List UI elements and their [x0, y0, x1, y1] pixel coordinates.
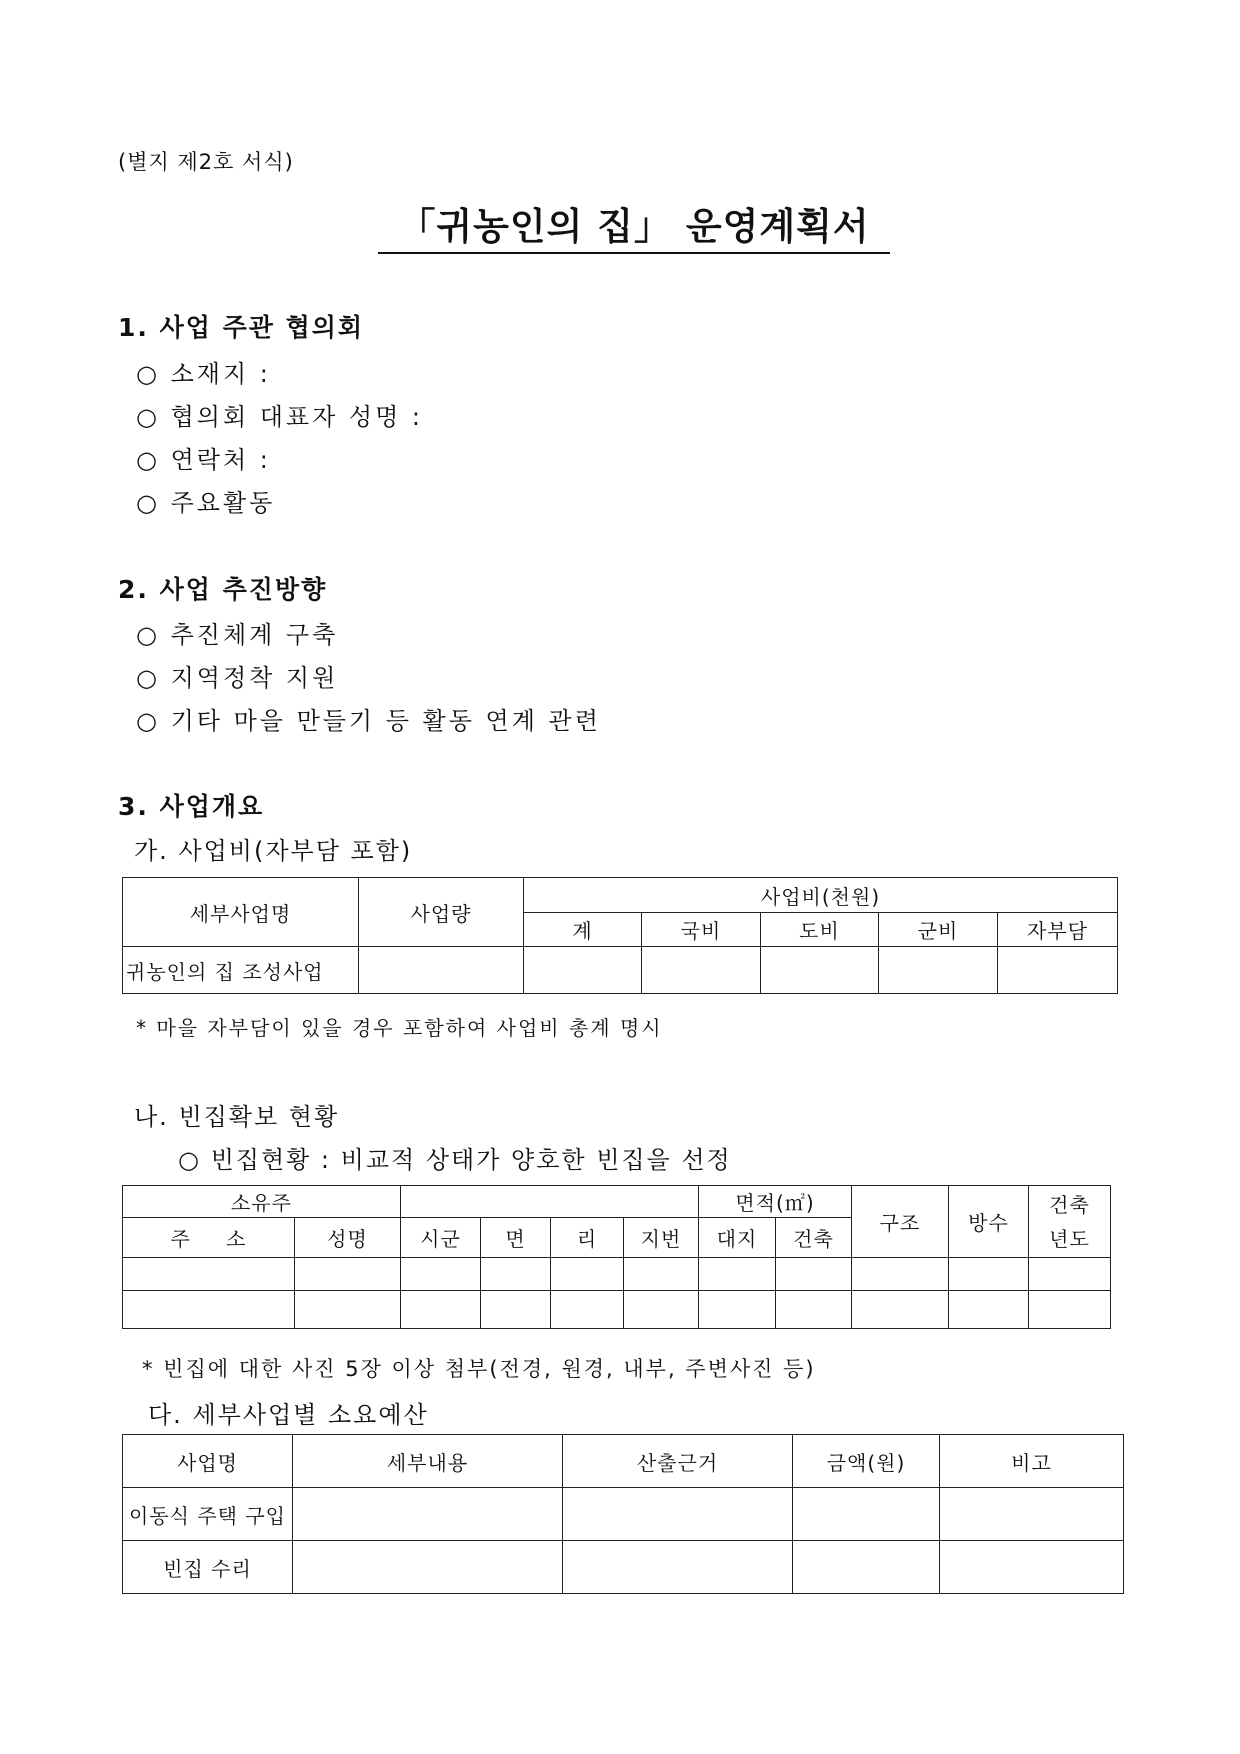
budget-cell-self[interactable]	[998, 947, 1118, 994]
db-cell[interactable]	[940, 1488, 1124, 1541]
detailed-budget-table	[122, 1434, 1124, 1594]
vh-header-build-year	[1029, 1186, 1111, 1258]
section3-ga-heading: 가. 사업비(자부담 포함)	[134, 837, 413, 865]
vh-header-location-group	[401, 1186, 699, 1218]
vh-header-building: 건축	[776, 1218, 852, 1258]
section3-ga-note: * 마을 자부담이 있을 경우 포함하여 사업비 총계 명시	[136, 1016, 663, 1040]
db-cell[interactable]	[563, 1541, 793, 1594]
budget-cell-county[interactable]	[879, 947, 998, 994]
vh-header-rooms: 방수	[949, 1186, 1029, 1258]
vh-header-land: 대지	[699, 1218, 776, 1258]
vh-cell[interactable]	[699, 1258, 776, 1291]
budget-cell-total[interactable]	[524, 947, 642, 994]
vh-cell[interactable]	[295, 1291, 401, 1329]
section3-na-heading: 나. 빈집확보 현황	[134, 1103, 340, 1131]
table-row	[123, 1291, 1111, 1329]
db-cell[interactable]	[563, 1488, 793, 1541]
vh-cell[interactable]	[551, 1291, 624, 1329]
vh-cell[interactable]	[481, 1258, 551, 1291]
db-row-label: 이동식 주택 구입	[123, 1488, 293, 1541]
db-cell[interactable]	[293, 1488, 563, 1541]
budget-table	[122, 877, 1118, 994]
budget-header-national: 국비	[642, 913, 761, 947]
section1-item-activities: ○ 주요활동	[136, 489, 276, 517]
db-cell[interactable]	[793, 1488, 940, 1541]
section1-item-representative: ○ 협의회 대표자 성명 :	[136, 403, 424, 431]
db-cell[interactable]	[940, 1541, 1124, 1594]
vh-cell[interactable]	[1029, 1258, 1111, 1291]
budget-header-budget-group: 사업비(천원)	[524, 878, 1118, 913]
section2-heading: 2. 사업 추진방향	[118, 575, 328, 604]
vh-header-area: 면적(㎡)	[699, 1186, 852, 1218]
section3-na-note: * 빈집에 대한 사진 5장 이상 첨부(전경, 원경, 내부, 주변사진 등)	[142, 1357, 816, 1381]
section1-heading: 1. 사업 주관 협의회	[118, 313, 365, 342]
vh-cell[interactable]	[624, 1291, 699, 1329]
vh-cell[interactable]	[1029, 1291, 1111, 1329]
vh-cell[interactable]	[949, 1258, 1029, 1291]
vh-header-build-year-line1: 건축	[1049, 1192, 1090, 1217]
section3-da-heading: 다. 세부사업별 소요예산	[148, 1401, 429, 1429]
vh-cell[interactable]	[481, 1291, 551, 1329]
section3-heading: 3. 사업개요	[118, 792, 265, 821]
section3-na-item: ○ 빈집현황 : 비교적 상태가 양호한 빈집을 선정	[178, 1146, 732, 1174]
vh-cell[interactable]	[949, 1291, 1029, 1329]
db-header-remarks: 비고	[940, 1435, 1124, 1488]
budget-cell-provincial[interactable]	[761, 947, 879, 994]
vh-header-jibeon: 지번	[624, 1218, 699, 1258]
vh-cell[interactable]	[295, 1258, 401, 1291]
db-cell[interactable]	[293, 1541, 563, 1594]
db-header-project: 사업명	[123, 1435, 293, 1488]
section2-item-system: ○ 추진체계 구축	[136, 621, 339, 649]
vh-header-build-year-line2: 년도	[1049, 1226, 1090, 1251]
section2-item-settlement: ○ 지역정착 지원	[136, 664, 339, 692]
vh-cell[interactable]	[776, 1258, 852, 1291]
db-header-detail: 세부내용	[293, 1435, 563, 1488]
budget-cell-national[interactable]	[642, 947, 761, 994]
vh-cell[interactable]	[551, 1258, 624, 1291]
table-row	[123, 1258, 1111, 1291]
table-row	[123, 1488, 1124, 1541]
vh-cell[interactable]	[776, 1291, 852, 1329]
budget-header-provincial: 도비	[761, 913, 879, 947]
budget-header-self: 자부담	[998, 913, 1118, 947]
vh-header-owner: 소유주	[123, 1186, 401, 1218]
document-title: 「귀농인의 집」 운영계획서	[378, 196, 890, 254]
section1-item-location: ○ 소재지 :	[136, 360, 271, 388]
vacant-house-table	[122, 1185, 1111, 1329]
section1-item-contact: ○ 연락처 :	[136, 446, 271, 474]
db-row-label: 빈집 수리	[123, 1541, 293, 1594]
vh-header-myeon: 면	[481, 1218, 551, 1258]
vh-cell[interactable]	[123, 1291, 295, 1329]
vh-header-name: 성명	[295, 1218, 401, 1258]
db-header-basis: 산출근거	[563, 1435, 793, 1488]
section2-item-etc: ○ 기타 마을 만들기 등 활동 연계 관련	[136, 707, 601, 735]
vh-cell[interactable]	[852, 1258, 949, 1291]
vh-cell[interactable]	[624, 1258, 699, 1291]
db-cell[interactable]	[793, 1541, 940, 1594]
vh-cell[interactable]	[699, 1291, 776, 1329]
vh-header-sigun: 시군	[401, 1218, 481, 1258]
budget-header-county: 군비	[879, 913, 998, 947]
budget-header-project-name: 세부사업명	[123, 878, 359, 947]
vh-header-ri: 리	[551, 1218, 624, 1258]
db-header-amount: 금액(원)	[793, 1435, 940, 1488]
budget-header-total: 계	[524, 913, 642, 947]
vh-header-structure: 구조	[852, 1186, 949, 1258]
form-number: (별지 제2호 서식)	[118, 150, 294, 174]
budget-header-quantity: 사업량	[359, 878, 524, 947]
vh-cell[interactable]	[123, 1258, 295, 1291]
budget-row-label: 귀농인의 집 조성사업	[123, 947, 359, 994]
vh-cell[interactable]	[401, 1258, 481, 1291]
vh-header-address: 주 소	[123, 1218, 295, 1258]
vh-cell[interactable]	[852, 1291, 949, 1329]
budget-cell-quantity[interactable]	[359, 947, 524, 994]
table-row	[123, 1541, 1124, 1594]
vh-cell[interactable]	[401, 1291, 481, 1329]
